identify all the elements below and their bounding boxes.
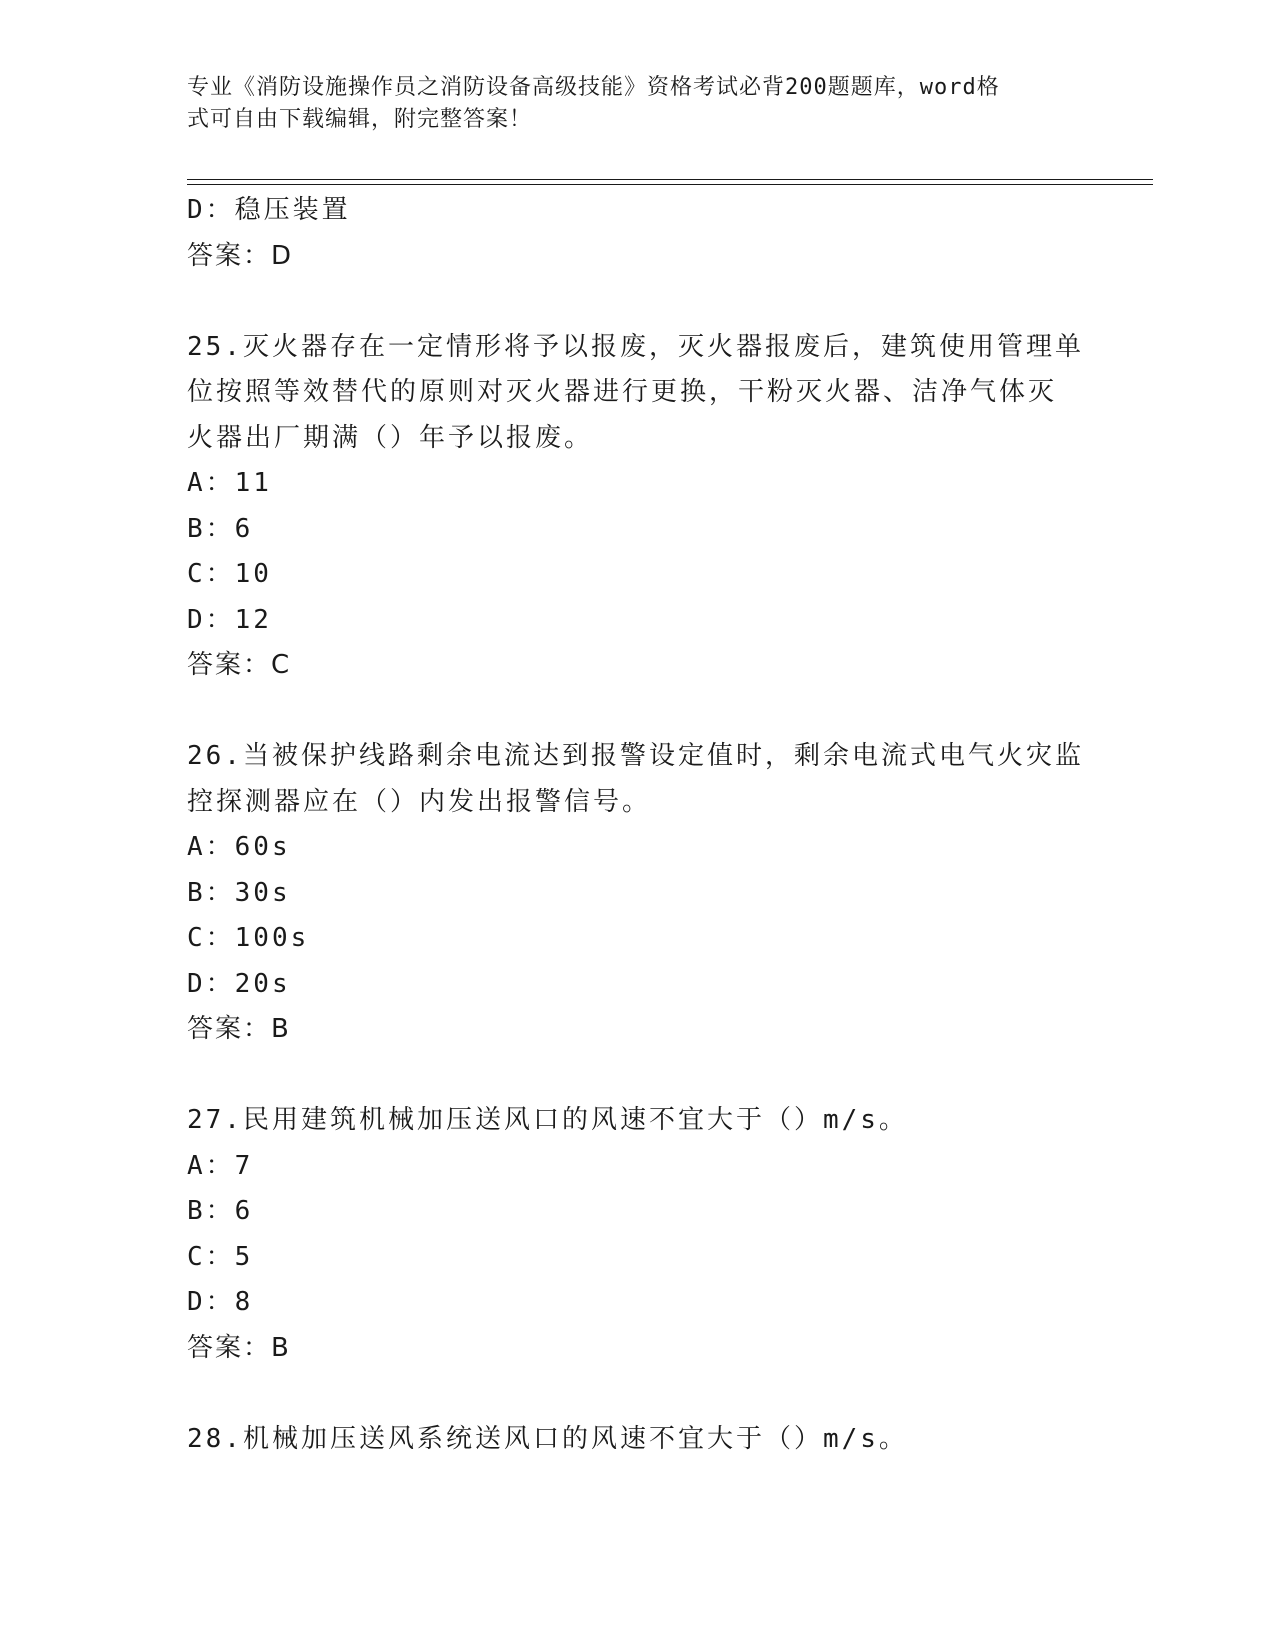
document-header (187, 72, 1067, 136)
option-c: C：100s (187, 923, 310, 953)
option-d: D：稳压装置 (187, 195, 351, 225)
header-line-2: 式可自由下载编辑，附完整答案！ (187, 107, 533, 132)
question-28 (187, 1417, 1087, 1463)
option-d: D：20s (187, 968, 291, 999)
question-text-line: 27.民用建筑机械加压送风口的风速不宜大于（）m/s。 (187, 1105, 908, 1135)
question-text-line: 25.灭火器存在一定情形将予以报废，灭火器报废后，建筑使用管理单 (187, 331, 1084, 362)
spacer (187, 1053, 1087, 1099)
answer: 答案：B (187, 1014, 291, 1044)
spacer (187, 689, 1087, 735)
answer: 答案：D (187, 240, 294, 271)
option-d: D：8 (187, 1287, 254, 1317)
question-list (187, 188, 1087, 1462)
option-d: D：12 (187, 604, 272, 635)
question-text-line: 26.当被保护线路剩余电流达到报警设定值时，剩余电流式电气火灾监 (187, 741, 1084, 771)
answer: 答案：B (187, 1332, 291, 1363)
spacer (187, 279, 1087, 325)
option-a: A：60s (187, 832, 291, 862)
option-b: B：6 (187, 513, 254, 544)
option-b: B：6 (187, 1196, 254, 1226)
question-text-line: 位按照等效替代的原则对灭火器进行更换，干粉灭火器、洁净气体灭 (187, 377, 1058, 407)
question-text-line: 控探测器应在（）内发出报警信号。 (187, 786, 652, 817)
header-divider-top (187, 179, 1153, 180)
option-a: A：11 (187, 468, 272, 498)
question-text-line: 火器出厂期满（）年予以报废。 (187, 422, 594, 453)
option-c: C：10 (187, 559, 272, 589)
option-c: C：5 (187, 1241, 254, 1272)
question-27 (187, 1098, 1087, 1371)
option-b: B：30s (187, 877, 291, 908)
question-text-line: 28.机械加压送风系统送风口的风速不宜大于（）m/s。 (187, 1423, 908, 1454)
option-a: A：7 (187, 1150, 254, 1181)
question-25 (187, 325, 1087, 689)
answer: 答案：C (187, 650, 292, 680)
question-26 (187, 734, 1087, 1053)
header-line-1: 专业《消防设施操作员之消防设备高级技能》资格考试必背200题题库，word格 (187, 75, 1000, 100)
header-divider-bottom (187, 184, 1153, 185)
spacer (187, 1371, 1087, 1417)
